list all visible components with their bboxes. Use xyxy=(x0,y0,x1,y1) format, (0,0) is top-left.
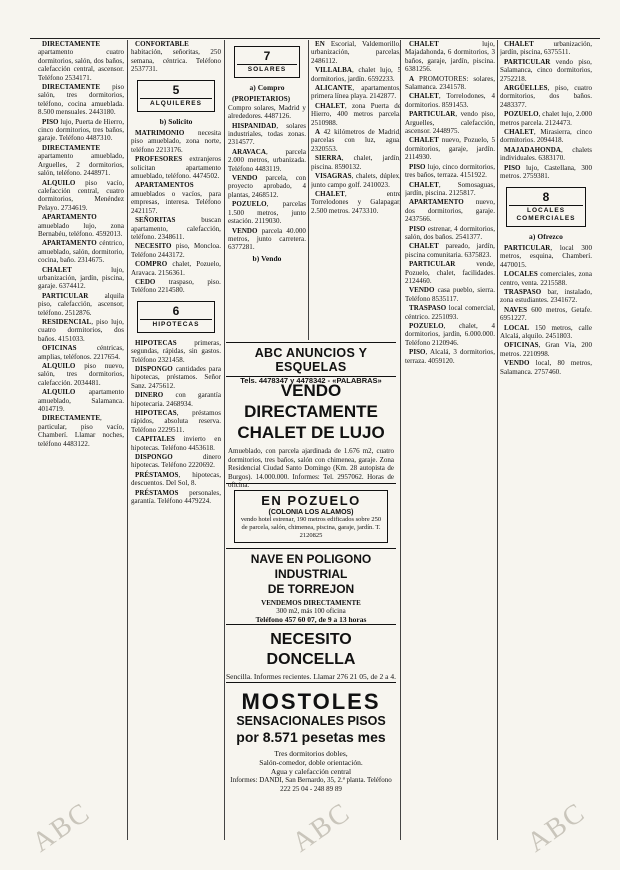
classified-ad: APARTAMENTO céntrico, amueblado, salón, dormitorio, cocina, baño. 2314675. xyxy=(38,239,124,265)
section-number: 6 xyxy=(172,303,180,318)
classified-ad: SEÑORITAS buscan apartamento, calefacción, teléfono. 2348611. xyxy=(131,216,221,241)
classified-ad: ALQUILO piso vacío, calefacción central, cuatro dormitorios, Menéndez Pelayo. 2734619. xyxy=(38,178,124,212)
ad-mostoles xyxy=(226,690,396,793)
classified-ad: SIERRA, chalet, jardín, piscina. 8590132. xyxy=(311,154,401,171)
classified-ad: OFICINAS, Gran Vía, 200 metros. 2210998. xyxy=(500,341,592,358)
ad-body: Amueblado, con parcela ajardinada de 1.676 m2, cuatro dormitorios, tres baños, salón con chimenea, garaje. Zona Residencial Ciudad Santo Domingo (Km. 28 autopista de Burgos). 14.000.000. Informes: Tel. 2957062. Horas de oficina. xyxy=(228,447,394,489)
classified-ad: PARTICULAR vendo piso, Salamanca, cinco dormitorios, 2752218. xyxy=(500,57,592,83)
ad-headline: MOSTOLES xyxy=(241,689,381,714)
classified-ad: POZUELO, chalet lujo, 2.000 metros parcela. 2124473. xyxy=(500,110,592,127)
ad-headline: ABC ANUNCIOS Y ESQUELAS xyxy=(254,346,368,374)
section-title: SOLARES xyxy=(237,64,297,74)
classified-ad: VENDO local, 80 metros, Salamanca. 2757460. xyxy=(500,359,592,376)
classified-ad: CHALET pareado, jardín, piscina comunitaria. 6375823. xyxy=(405,242,495,259)
col2c-ads xyxy=(131,339,221,506)
classified-ad: APARTAMENTOS amueblados o vacíos, para empresas, interesa. Teléfono 2421157. xyxy=(131,181,221,215)
classified-ad: ALQUILO piso nuevo, salón, tres dormitorios, calefacción. 2034481. xyxy=(38,362,124,387)
classified-ad: PISO lujo, Puerta de Hierro, cinco dormitorios, tres baños, garaje. Teléfono 4487310. xyxy=(38,117,124,143)
classified-ad: POZUELO, parcelas 1.500 metros, junto estación. 2119030. xyxy=(228,200,306,226)
classified-ad: APARTAMENTO amueblado lujo, zona Bernabéu, teléfono. 4592013. xyxy=(38,213,124,238)
classified-ad: VILLALBA, chalet lujo, 5 dormitorios, jardín. 6592233. xyxy=(311,66,401,83)
classified-ad: DIRECTAMENTE piso salón, tres dormitorios, teléfono, cocina amueblada. 8.500 mensuales. 2443180. xyxy=(38,83,124,117)
classifieds-column-5 xyxy=(405,40,495,840)
classified-ad: CAPITALES invierto en hipotecas. Teléfono 4453618. xyxy=(131,435,221,452)
ad-headline: DE TORREJON xyxy=(267,582,355,596)
ad-line: Informes: DANDI, San Bernardo, 35, 2.ª planta. Teléfono 222 25 04 - 248 89 89 xyxy=(230,776,392,793)
col1-ads xyxy=(38,40,124,448)
ad-body: 300 m2, más 100 oficina xyxy=(276,607,346,615)
classified-ad: APARTAMENTO nuevo, dos dormitorios, garaje. 2437566. xyxy=(405,198,495,224)
ad-rule xyxy=(226,682,396,683)
ad-rule xyxy=(226,548,396,549)
classified-ad: PISO lujo, Castellana, 300 metros. 2759381. xyxy=(500,163,592,181)
ad-nave-torrejon xyxy=(226,552,396,624)
ad-rule xyxy=(226,483,396,484)
classified-ad: HIPOTECAS primeras, segundas, rápidas, sin gastos. Teléfono 2321458. xyxy=(131,338,221,364)
column-divider xyxy=(224,40,225,840)
classified-ad: NECESITO piso, Moncloa. Teléfono 2443172. xyxy=(131,242,221,259)
top-rule xyxy=(30,38,600,39)
ad-headline: NECESITO DONCELLA xyxy=(266,631,356,668)
col5-ads xyxy=(405,40,495,365)
section-title: LOCALES COMERCIALES xyxy=(509,205,583,223)
classified-ad: A 42 kilómetros de Madrid, parcelas con luz, agua. 2320553. xyxy=(311,128,401,153)
watermark-abc: ABC xyxy=(26,796,97,859)
classified-ad: PRÉSTAMOS personales, garantía. Teléfono 4479224. xyxy=(131,488,221,506)
ad-subtitle: SENSACIONALES PISOS xyxy=(236,714,386,728)
col2b-ads xyxy=(131,129,221,295)
classified-ad: CHALET, Torrelodones, 4 dormitorios. 8591453. xyxy=(405,92,495,109)
section-header-locales xyxy=(506,187,586,227)
ad-line: Salón-comedor, doble orientación. xyxy=(259,758,363,767)
classified-ad: DIRECTAMENTE apartamento cuatro dormitorios, salón, dos baños, calefacción central, ascensor. Teléfono 2534171. xyxy=(38,40,124,82)
classified-ad: CHALET lujo, Majadahonda, 6 dormitorios, 3 baños, garaje, jardín, piscina. 6381256. xyxy=(405,40,495,74)
ad-line: Agua y calefacción central xyxy=(270,767,352,776)
classified-ad: A PROMOTORES: solares, Salamanca. 2341578. xyxy=(405,74,495,92)
ad-price: por 8.571 pesetas mes xyxy=(236,729,386,745)
classified-ad: POZUELO, chalet, 4 dormitorios, jardín, 6.000.000. Teléfono 2120946. xyxy=(405,322,495,347)
section-subtitle: b) Solicito xyxy=(159,116,193,126)
classified-ad: CHALET urbanización, jardín, piscina, 6375511. xyxy=(500,40,592,57)
section-header-alquileres xyxy=(137,80,215,112)
section-number: 5 xyxy=(172,82,180,97)
classified-ad: (PROPIETARIOS) Compro solares, Madrid y alrededores. 4487126. xyxy=(228,95,306,121)
section-title: ALQUILERES xyxy=(140,98,212,108)
classifieds-column-3 xyxy=(228,40,306,340)
classified-ad: PARTICULAR vende, Pozuelo, chalet, facilidades. 2124460. xyxy=(405,260,495,285)
ad-headline: NAVE EN POLIGONO INDUSTRIAL xyxy=(250,552,372,581)
section-subtitle: a) Ofrezco xyxy=(529,231,563,241)
classified-ad: DIRECTAMENTE, particular, piso vacío, Chamberí. Llamar noches, teléfono 4483122. xyxy=(38,414,124,448)
classified-ad: HIPOTECAS, préstamos rápidos, absoluta reserva. Teléfono 2229511. xyxy=(131,409,221,434)
classified-ad: DISPONGO dinero hipotecas. Teléfono 2220692. xyxy=(131,453,221,470)
classified-ad: CHALET, zona Puerta de Hierro, 400 metros parcela. 2510988. xyxy=(311,101,401,127)
section-number: 7 xyxy=(263,49,271,63)
col6b-ads xyxy=(500,244,592,376)
classified-ad: DINERO con garantía hipotecaria. 2468934. xyxy=(131,391,221,408)
section-number: 8 xyxy=(542,189,550,204)
section-header-solares xyxy=(234,46,300,78)
column-divider xyxy=(400,40,401,840)
classified-ad: MAJADAHONDA, chalets individuales. 6383170. xyxy=(500,145,592,163)
classified-ad: MATRIMONIO necesita piso amueblado, zona norte, teléfono 2213176. xyxy=(131,129,221,154)
classified-ad: CEDO traspaso, piso. Teléfono 2214580. xyxy=(131,277,221,295)
classified-ad: VENDO parcela 40.000 metros, junto carretera. 6377281. xyxy=(228,226,306,252)
classified-ad: CHALET, Somosaguas, jardín, piscina. 2125817. xyxy=(405,180,495,197)
classified-ad: TRASPASO bar, instalado, zona estudiantes. 2341672. xyxy=(500,287,592,305)
col3-ads xyxy=(228,95,306,251)
ad-headline: EN POZUELO xyxy=(261,493,361,508)
classified-ad: PARTICULAR alquila piso, calefacción, ascensor, teléfono. 2512876. xyxy=(38,291,124,317)
ad-pozuelo xyxy=(226,490,396,543)
section-subtitle: a) Compro xyxy=(249,83,285,92)
classified-ad: LOCALES comerciales, zona centro, venta. 2215588. xyxy=(500,270,592,287)
column-divider xyxy=(127,40,128,840)
classified-ad: HISPANIDAD, solares industriales, todas zonas. 2314577. xyxy=(228,121,306,147)
classified-ad: ALQUILO apartamento amueblado, Salamanca. 4014719. xyxy=(38,388,124,414)
ad-body: vendo hotel estrenar, 190 metros edificados sobre 250 de parcela, salón, chimenea, piscina, garaje, jardín. T. 2120825 xyxy=(240,516,382,539)
classified-ad: CHALET, Mirasierra, cinco dormitorios. 2094418. xyxy=(500,128,592,145)
classifieds-column-6 xyxy=(500,40,592,840)
classified-ad: OFICINAS céntricas, amplias, teléfonos. 2217654. xyxy=(38,344,124,361)
ad-body: Sencilla. Informes recientes. Llamar 276 21 05, de 2 a 4. xyxy=(226,672,396,681)
ad-headline: CHALET DE LUJO xyxy=(237,423,385,442)
classifieds-column-4 xyxy=(311,40,401,340)
section-title: HIPOTECAS xyxy=(140,319,212,329)
ad-rule xyxy=(226,342,396,343)
watermark-abc: ABC xyxy=(286,796,357,859)
classified-ad: RESIDENCIAL, piso lujo, cuatro dormitorios, dos baños. 4151033. xyxy=(38,318,124,343)
classified-ad: VENDO parcela, con proyecto aprobado, 4 plantas, 2468512. xyxy=(228,174,306,199)
classified-ad: PISO estrenar, 4 dormitorios, salón, dos baños. 2541377. xyxy=(405,224,495,241)
ad-body: VENDEMOS DIRECTAMENTE xyxy=(261,599,361,607)
classified-ad: COMPRO chalet, Pozuelo, Aravaca. 2156361. xyxy=(131,260,221,277)
col2a-ads xyxy=(131,40,221,74)
col6a-ads xyxy=(500,40,592,181)
classified-ad: PARTICULAR, local 300 metros, esquina, Chamberí. 4470015. xyxy=(500,243,592,269)
classified-ad: PISO, Alcalá, 3 dormitorios, terraza. 4059120. xyxy=(405,348,495,365)
ad-doncella xyxy=(226,630,396,681)
classified-ad: TRASPASO local comercial, céntrico. 2251093. xyxy=(405,304,495,321)
classified-ad: VENDO casa pueblo, sierra. Teléfono 8535117. xyxy=(405,286,495,303)
classified-ad: NAVES 600 metros, Getafe. 6951227. xyxy=(500,305,592,323)
classified-ad: DISPONGO cantidades para hipotecas, préstamos. Señor Sanz. 2475612. xyxy=(131,364,221,390)
classified-ad: ARAVACA, parcela 2.000 metros, urbanizada. Teléfono 4483119. xyxy=(228,147,306,173)
classified-ad: PROFESORES extranjeros solicitan apartamento amueblado, teléfono. 4474502. xyxy=(131,155,221,181)
column-divider xyxy=(497,40,498,840)
classified-ad: CHALET, entre Torrelodones y Galapagar, 2.500 metros. 2473310. xyxy=(311,189,401,215)
ad-rule xyxy=(226,624,396,625)
ad-chalet-lujo xyxy=(226,380,396,490)
ad-body: Teléfono 457 60 07, de 9 a 13 horas xyxy=(255,615,367,624)
classified-ad: LOCAL 150 metros, calle Alcalá, alquilo. 2451803. xyxy=(500,323,592,340)
classified-ad: PRÉSTAMOS, hipotecas, descuentos. Del Sol, 8. xyxy=(131,470,221,488)
ad-rule xyxy=(226,376,396,377)
ad-subtitle: (COLONIA LOS ALAMOS) xyxy=(268,509,354,516)
ad-phones: Tels. 4478347 y 4478342 - «PALABRAS» xyxy=(240,376,382,385)
classified-ad: PISO lujo, cinco dormitorios, tres baños, terraza. 4151922. xyxy=(405,162,495,180)
ad-line: Tres dormitorios dobles, xyxy=(274,749,348,758)
section-header-hipotecas xyxy=(137,301,215,333)
classified-ad: DIRECTAMENTE apartamento amueblado, Arguelles, 2 dormitorios, salón, teléfono. 2448971. xyxy=(38,143,124,178)
classified-ad: CONFORTABLE habitación, señoritas, 250 semana, céntrica. Teléfono 2537731. xyxy=(131,40,221,74)
section-subtitle: b) Vendo xyxy=(252,253,282,263)
classifieds-column-2 xyxy=(131,40,221,840)
column-divider xyxy=(308,40,309,340)
classified-ad: ARGÜELLES, piso, cuatro dormitorios, dos baños. 2483377. xyxy=(500,84,592,109)
classified-ad: EN Escorial, Valdemorillo, urbanización, parcelas, 2486112. xyxy=(311,40,401,65)
classified-ad: VISAGRAS, chalets, dúplex, junto campo golf. 2410023. xyxy=(311,172,401,189)
classified-ad: CHALET lujo, urbanización, jardín, piscina, garaje. 6374412. xyxy=(38,265,124,291)
classifieds-column-1 xyxy=(38,40,124,840)
watermark-abc: ABC xyxy=(521,796,592,859)
col4-ads xyxy=(311,40,401,215)
ad-box xyxy=(234,490,388,543)
classified-ad: CHALET nuevo, Pozuelo, 5 dormitorios, garaje, jardín. 2114930. xyxy=(405,136,495,162)
classified-ad: PARTICULAR, vendo piso, Arguelles, calefacción, ascensor. 2448975. xyxy=(405,110,495,136)
ad-headline: VENDO DIRECTAMENTE xyxy=(244,381,378,421)
classified-ad: ALICANTE, apartamentos, primera línea playa. 2142877. xyxy=(311,84,401,101)
